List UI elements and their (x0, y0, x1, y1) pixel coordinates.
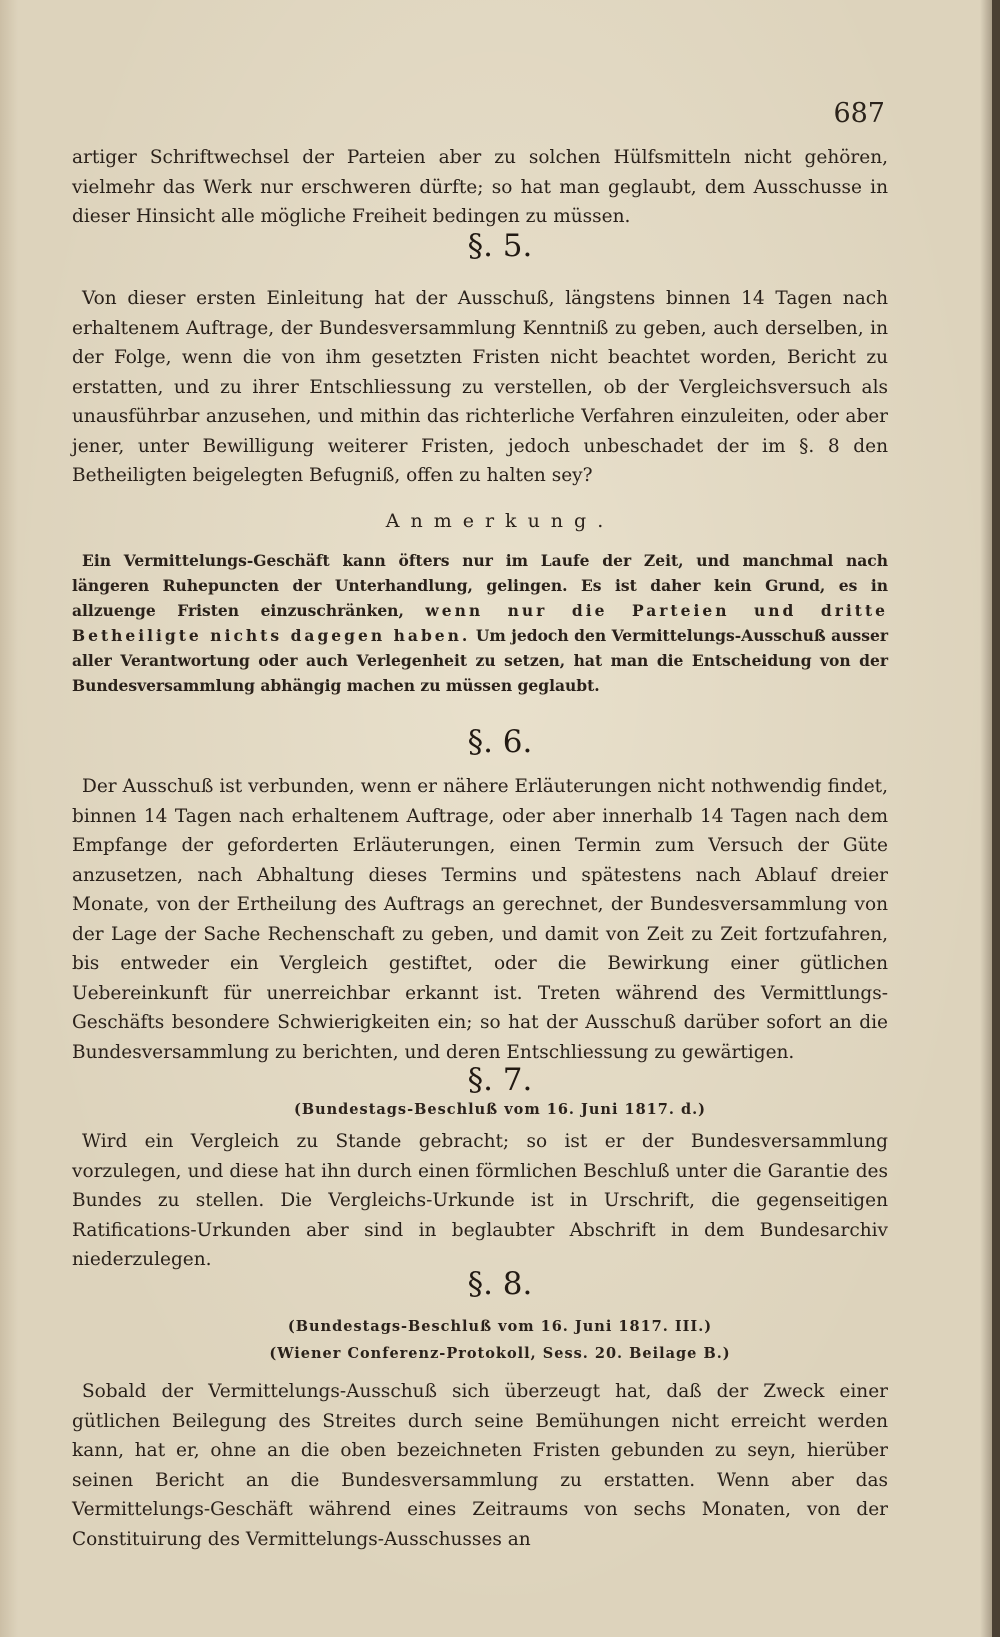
section-6-text: Der Ausschuß ist verbunden, wenn er nähere Erläuterungen nicht nothwendig findet, binnen 14 Tagen nach erhaltenem Auftrage, oder aber innerhalb 14 Tagen nach dem Empfange der geforderten Erläuterungen, einen Termin zum Versuch der Güte anzusetzen, nach Abhaltung dieses Termins und spätestens nach Ablauf dreier Monate, von der Ertheilung des Auftrags an gerechnet, der Bundesversammlung von der Lage der Sache Rechenschaft zu geben, und damit von Zeit zu Zeit fortzufahren, bis entweder ein Vergleich gestiftet, oder die Bewirkung einer gütlichen Uebereinkunft für unerreichbar erkannt ist. Treten während des Vermittlungs-Geschäfts besondere Schwierigkeiten ein; so hat der Ausschuß darüber sofort an die Bundesversammlung zu berichten, und deren Entschliessung zu gewärtigen. (72, 776, 888, 1063)
note-text-part-2: Um jedoch den Vermittelungs-Ausschuß ausser aller Verantwortung oder auch Verlegenheit zu setzen, hat man die Entscheidung von der Bundesversammlung abhängig machen zu müssen geglaubt. (72, 626, 888, 695)
section-5-text: Von dieser ersten Einleitung hat der Ausschuß, längstens binnen 14 Tagen nach erhaltenem Auftrage, der Bundesversammlung Kenntniß zu geben, auch derselben, in der Folge, wenn die von ihm gesetzten Fristen nicht beachtet worden, Bericht zu erstatten, und zu ihrer Entschliessung zu verstellen, ob der Vergleichsversuch als unausführbar anzusehen, und mithin das richterliche Verfahren einzuleiten, oder aber jener, unter Bewilligung weiterer Fristen, jedoch unbeschadet der im §. 8 den Betheiligten beigelegten Befugniß, offen zu halten sey? (72, 288, 888, 486)
section-7-text: Wird ein Vergleich zu Stande gebracht; so ist er der Bundesversammlung vorzulegen, und diese hat ihn durch einen förmlichen Beschluß unter die Garantie des Bundes zu stellen. Die Vergleichs-Urkunde ist in Urschrift, die gegenseitigen Ratifications-Urkunden aber sind in beglaubter Abschrift in dem Bundesarchiv niederzulegen. (72, 1131, 888, 1270)
section-7-heading: §. 7. (467, 1062, 533, 1098)
note-text-part-1: Ein Vermittelungs-Geschäft kann öfters nur im Laufe der Zeit, und manchmal nach längeren Ruhepuncten der Unterhandlung, gelingen. Es ist daher kein Grund, es in allzuenge Fristen einzuschränken, (72, 551, 888, 620)
section-7-decree: (Bundestags-Beschluß vom 16. Juni 1817. d.) (293, 1101, 707, 1118)
section-8-decree-1: (Bundestags-Beschluß vom 16. Juni 1817. III.) (287, 1318, 713, 1335)
section-5-heading: §. 5. (467, 228, 533, 264)
section-8-decree-2: (Wiener Conferenz-Protokoll, Sess. 20. Beilage B.) (269, 1345, 731, 1362)
note-text-spaced: wenn nur die Parteien und dritte Betheiligte nichts dagegen haben. (72, 601, 888, 645)
section-6-heading: §. 6. (467, 724, 533, 760)
section-8-text: Sobald der Vermittelungs-Ausschuß sich überzeugt hat, daß der Zweck einer gütlichen Beilegung des Streites durch seine Bemühungen nicht erreicht werden kann, hat er, ohne an die oben bezeichneten Fristen gebunden zu seyn, hierüber seinen Bericht an die Bundesversammlung zu erstatten. Wenn aber das Vermittelungs-Geschäft während eines Zeitraums von sechs Monaten, von der Constituirung des Vermittelungs-Ausschusses an (72, 1381, 888, 1550)
page-number: 687 (833, 98, 885, 129)
section-8-heading: §. 8. (467, 1266, 533, 1302)
note-text (72, 548, 888, 698)
note-heading: Anmerkung. (385, 510, 615, 532)
intro-paragraph: artiger Schriftwechsel der Parteien aber zu solchen Hülfsmitteln nicht gehören, vielmehr das Werk nur erschweren dürfte; so hat man geglaubt, dem Ausschusse in dieser Hinsicht alle mögliche Freiheit bedingen zu müssen. (72, 147, 888, 227)
